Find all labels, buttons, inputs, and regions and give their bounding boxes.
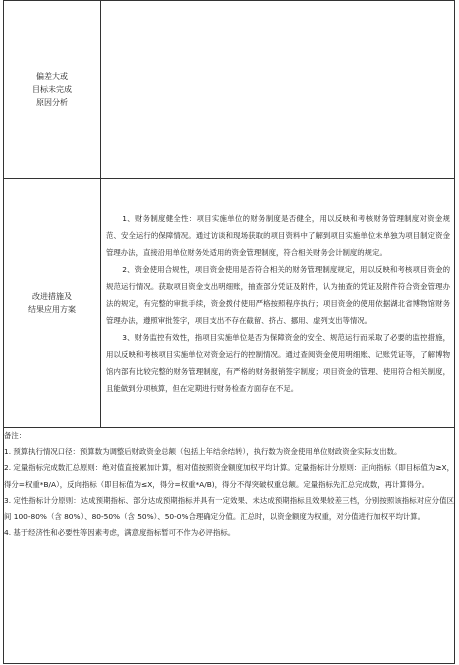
table-row-deviation-analysis [4,1,455,179]
evaluation-table [3,0,455,664]
note-item: 1. 预算执行情况口径：预算数为调整后财政资金总额（包括上年结余结转），执行数为资金使用单位财政资金实际支出数。 [4,447,402,457]
label-line: 结果应用方案 [28,305,76,314]
deviation-analysis-content [101,1,455,179]
row-label-deviation-analysis [4,1,101,179]
label-line: 改进措施及 [32,292,72,301]
notes-cell [4,428,455,664]
row-label-improvement-measures [4,179,101,428]
note-item: 3. 定性指标计分原则：达成预期指标、部分达成预期指标并具有一定效果、未达成预期指标且效果较差三档，分别按照该指标对应分值区间 100-80%（含 80%）、80-50%（含 50%）、50-0%合理确定分值。汇总时，以资金额度为权重，对分值进行加权平均计算。 [4,495,454,522]
note-item: 4. 基于经济性和必要性等因素考虑，满意度指标暂可不作为必评指标。 [4,528,236,538]
paragraph-fund-compliance: 2、资金使用合规性，项目资金使用是否符合相关的财务管理制度规定，用以反映和考核项目资金的规范运行情况。获取项目资金支出明细账，抽查部分凭证及附件，认为抽查的凭证及附件符合资金管理办法的规定，有完整的审批手续，资金拨付使用严格按照程序执行；项目资金的使用依据湖北省博物馆财务管理办法，遵照审批签字，项目支出不存在截留、挤占、挪用、虚列支出等情况。 [106,264,450,325]
table-row-notes [4,428,455,664]
paragraph-financial-monitoring: 3、财务监控有效性，指项目实施单位是否为保障资金的安全、规范运行而采取了必要的监控措施，用以反映和考核项目实施单位对资金运行的控制情况。通过查阅资金使用明细账、记账凭证等，了解博物馆内部有比较完整的财务管理制度，有严格的财务报销签字制度；项目资金的管理、使用符合相关制度，且能做到分项核算，但在定期进行财务检查方面存在不足。 [106,332,450,393]
table-row-improvement-measures [4,179,455,428]
label-line: 原因分析 [36,98,68,107]
notes-title: 备注： [4,431,27,440]
note-item: 2. 定量指标完成数汇总原则：绝对值直接累加计算，相对值按照资金额度加权平均计算。定量指标计分原则：正向指标（即目标值为≥X，得分=权重*B/A），反向指标（即目标值为≤X，得分=权重*A/B)，得分不得突破权重总额。定量指标先汇总完成数，再计算得分。 [4,463,454,489]
improvement-measures-content [101,179,455,428]
label-line: 目标未完成 [32,85,72,94]
paragraph-financial-system: 1、财务制度健全性：项目实施单位的财务制度是否健全，用以反映和考核财务管理制度对资金规范、安全运行的保障情况。通过访谈和现场获取的项目资料中了解到项目实施单位未单独为项目制定资金管理办法，直接沿用单位财务处适用的资金管理制度，符合相关财务会计制度的规定。 [106,213,450,257]
label-line: 偏差大或 [36,72,68,81]
